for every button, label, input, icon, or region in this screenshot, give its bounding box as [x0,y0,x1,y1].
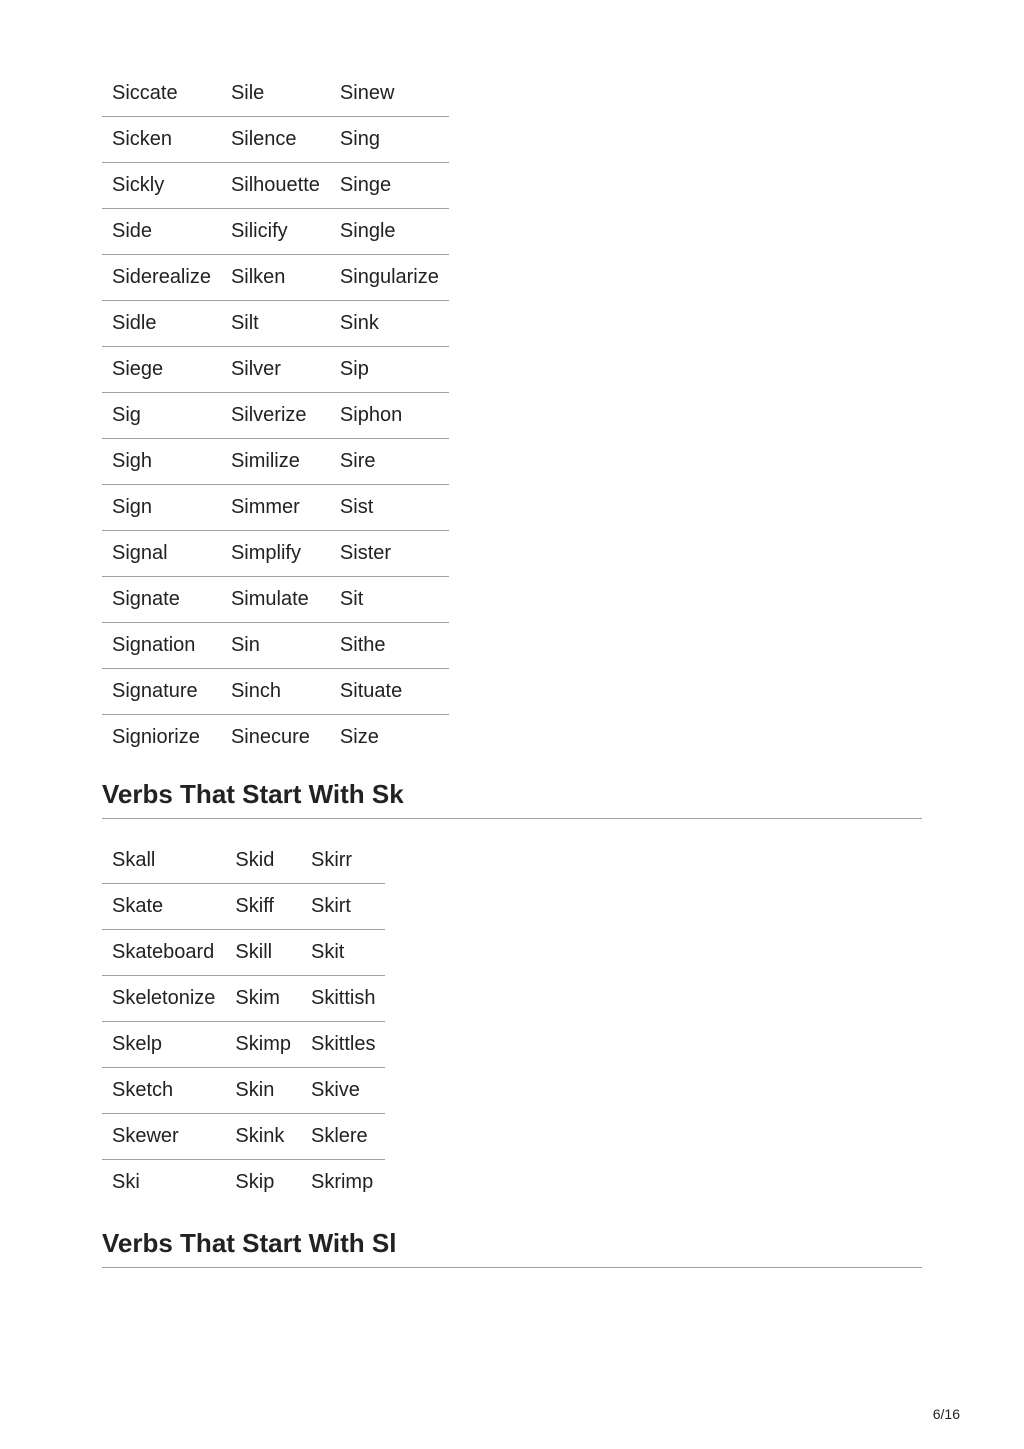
table-cell: Sing [330,117,449,163]
table-row [102,163,449,209]
table-cell: Size [339,726,379,748]
table-cell: Sip [330,347,449,393]
section-heading-sl: Verbs That Start With Sl [102,1227,922,1268]
table-cell: Skall [102,838,225,884]
table-cell: Single [330,209,449,255]
table-cell: Sile [221,71,330,117]
table-cell: Sinecure [230,726,310,748]
table-cell: Skeletonize [102,976,225,1022]
table-cell: Skim [225,976,301,1022]
verbs-sk-table [102,838,385,1205]
table-cell: Situate [330,669,449,715]
table-row [102,623,449,669]
table-cell: Sig [102,393,221,439]
table-cell: Sinew [330,71,449,117]
table-cell: Skip [235,1171,275,1193]
table-cell: Signature [102,669,221,715]
table-cell: Skateboard [102,930,225,976]
table-cell: Signiorize [112,726,200,748]
table-cell: Skive [301,1068,385,1114]
table-cell: Signate [102,577,221,623]
table-cell: Skate [102,884,225,930]
table-cell: Siderealize [102,255,221,301]
table-cell: Sink [330,301,449,347]
table-cell: Sit [330,577,449,623]
table-cell: Skink [225,1114,301,1160]
table-row [102,669,449,715]
table-row [102,838,385,884]
table-cell: Siege [102,347,221,393]
table-cell: Skiff [225,884,301,930]
table-row [102,1022,385,1068]
table-cell: Skirr [301,838,385,884]
table-cell: Sire [330,439,449,485]
table-cell: Sketch [102,1068,225,1114]
table-cell: Signal [102,531,221,577]
table-cell: Ski [112,1171,140,1193]
table-cell: Singe [330,163,449,209]
table-row [102,301,449,347]
table-row [102,976,385,1022]
table-row [102,884,385,930]
table-row [102,117,449,163]
table-cell: Sinch [221,669,330,715]
table-row [102,531,449,577]
table-row [102,209,449,255]
table-row [102,485,449,531]
table-row [102,930,385,976]
table-cell: Simplify [221,531,330,577]
table-cell: Side [102,209,221,255]
section-heading-sk: Verbs That Start With Sk [102,778,922,819]
table-row [102,71,449,117]
table-cell: Skimp [225,1022,301,1068]
table-cell: Sister [330,531,449,577]
table-cell: Sidle [102,301,221,347]
table-cell: Silver [221,347,330,393]
table-cell: Silverize [221,393,330,439]
table-cell: Singularize [330,255,449,301]
table-row [102,255,449,301]
table-row [102,715,449,761]
table-cell: Silken [221,255,330,301]
table-cell: Silence [221,117,330,163]
table-row [102,1068,385,1114]
table-cell: Sign [102,485,221,531]
table-cell: Sklere [301,1114,385,1160]
table-cell: Sickly [102,163,221,209]
table-cell: Silicify [221,209,330,255]
table-row [102,1114,385,1160]
table-cell: Skid [225,838,301,884]
table-cell: Skirt [301,884,385,930]
table-cell: Similize [221,439,330,485]
table-cell: Silhouette [221,163,330,209]
table-row [102,439,449,485]
table-cell: Sigh [102,439,221,485]
table-cell: Sin [221,623,330,669]
table-cell: Sist [330,485,449,531]
table-cell: Signation [102,623,221,669]
table-row [102,1160,385,1206]
table-row [102,393,449,439]
verbs-si-table [102,71,449,760]
table-cell: Skittish [301,976,385,1022]
table-cell: Skill [225,930,301,976]
table-cell: Skrimp [310,1171,374,1193]
table-cell: Skewer [102,1114,225,1160]
table-cell: Skin [225,1068,301,1114]
table-cell: Silt [221,301,330,347]
table-cell: Skelp [102,1022,225,1068]
table-cell: Simulate [221,577,330,623]
table-cell: Skit [301,930,385,976]
table-cell: Siccate [102,71,221,117]
page-number: 6/16 [932,1406,960,1422]
table-row [102,577,449,623]
table-cell: Skittles [301,1022,385,1068]
table-cell: Sicken [102,117,221,163]
table-row [102,347,449,393]
table-cell: Sithe [330,623,449,669]
table-cell: Simmer [221,485,330,531]
table-cell: Siphon [330,393,449,439]
